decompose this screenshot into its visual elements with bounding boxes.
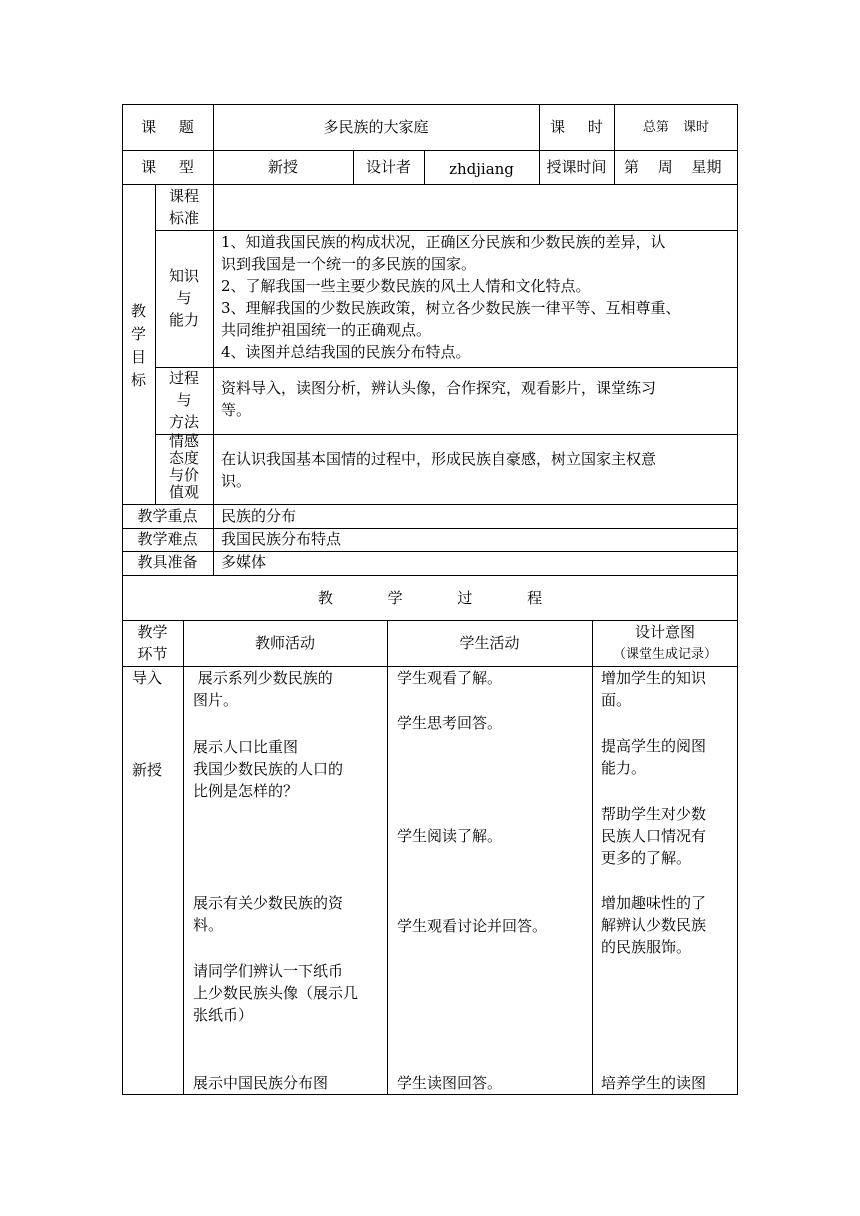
row-divider: [155, 434, 738, 435]
row-divider: [122, 528, 738, 529]
process-line: 等。: [221, 401, 252, 419]
row-divider: [122, 150, 738, 151]
teacher-line: 展示有关少数民族的资: [193, 894, 344, 912]
emotion-label: 值观: [168, 483, 199, 501]
time-value: 第 周 星期: [624, 158, 722, 176]
student-header: 学生活动: [459, 634, 520, 652]
intent-line: 更多的了解。: [601, 849, 692, 867]
teacher-line: 展示系列少数民族的: [193, 669, 333, 687]
tools-label: 教具准备: [137, 553, 198, 571]
standard-label: 标准: [168, 209, 199, 227]
process-line: 资料导入，读图分析，辨认头像，合作探究，观看影片，课堂练习: [221, 379, 657, 397]
intent-line: 能力。: [601, 759, 647, 777]
col-divider: [183, 620, 184, 1095]
intent-line: 帮助学生对少数: [601, 805, 707, 823]
student-line: 学生阅读了解。: [397, 827, 503, 845]
col-divider: [614, 104, 615, 184]
teacher-line: 比例是怎样的？: [193, 782, 299, 800]
designer-label: 设计者: [365, 158, 411, 176]
student-line: 学生思考回答。: [397, 714, 503, 732]
student-line: 学生观看了解。: [397, 669, 503, 687]
emotion-label: 情感: [168, 432, 199, 450]
knowledge-line: 3、理解我国的少数民族政策，树立各少数民族一律平等、互相尊重、: [221, 299, 681, 317]
knowledge-line: 1、知道我国民族的构成状况，正确区分民族和少数民族的差异，认: [221, 233, 666, 251]
teacher-line: 张纸币）: [193, 1006, 254, 1024]
difficulty-label: 教学难点: [137, 530, 198, 548]
process-label: 方法: [168, 413, 199, 431]
type-label: 课 型: [141, 158, 194, 176]
intent-line: 增加趣味性的了: [601, 894, 707, 912]
teacher-line: 图片。: [193, 691, 239, 709]
objectives-label-char: 标: [130, 371, 146, 389]
row-divider: [122, 504, 738, 505]
col-divider: [387, 620, 388, 1095]
col-divider: [592, 620, 593, 1095]
objectives-label-char: 学: [130, 325, 146, 343]
stage-header: 环节: [137, 645, 168, 663]
col-divider: [213, 504, 214, 575]
teacher-header: 教师活动: [254, 634, 315, 652]
stage-header: 教学: [137, 623, 168, 641]
difficulty-value: 我国民族分布特点: [221, 530, 342, 548]
intent-line: 培养学生的读图: [601, 1074, 707, 1092]
time-label: 授课时间: [546, 158, 607, 176]
row-divider: [122, 551, 738, 552]
student-line: 学生读图回答。: [397, 1074, 503, 1092]
knowledge-line: 2、了解我国一些主要少数民族的风土人情和文化特点。: [221, 277, 591, 295]
emotion-label: 与价: [168, 466, 199, 484]
row-divider: [155, 367, 738, 368]
col-divider: [213, 184, 214, 504]
knowledge-label: 与: [176, 289, 192, 307]
designer-value: zhdjiang: [449, 160, 514, 178]
knowledge-line: 共同维护祖国统一的正确观点。: [221, 321, 432, 339]
objectives-label-char: 目: [130, 348, 146, 366]
teacher-line: 展示中国民族分布图: [193, 1074, 329, 1092]
period-value: 总第 课时: [642, 120, 710, 135]
teacher-line: 请同学们辨认一下纸币: [193, 962, 344, 980]
knowledge-label: 知识: [168, 267, 199, 285]
emotion-label: 态度: [168, 449, 199, 467]
knowledge-line: 识到我国是一个统一的多民族的国家。: [221, 255, 477, 273]
teacher-line: 料。: [193, 916, 224, 934]
teacher-line: 我国少数民族的人口的: [193, 760, 344, 778]
intent-header-sub: （课堂生成记录）: [612, 647, 717, 662]
row-divider: [155, 230, 738, 231]
focus-label: 教学重点: [137, 507, 198, 525]
process-label: 过程: [168, 369, 199, 387]
process-label: 与: [176, 391, 192, 409]
intent-line: 解辨认少数民族: [601, 916, 707, 934]
emotion-line: 识。: [221, 472, 252, 490]
emotion-line: 在认识我国基本国情的过程中，形成民族自豪感，树立国家主权意: [221, 450, 657, 468]
intent-line: 民族人口情况有: [601, 827, 707, 845]
knowledge-line: 4、读图并总结我国的民族分布特点。: [221, 343, 471, 361]
row-divider: [122, 575, 738, 576]
tools-value: 多媒体: [221, 553, 267, 571]
intent-header: 设计意图: [634, 623, 695, 641]
standard-label: 课程: [168, 187, 199, 205]
process-title: 教 学 过 程: [317, 589, 543, 607]
topic-label: 课 题: [141, 118, 194, 136]
type-value: 新授: [267, 158, 298, 176]
row-divider: [122, 666, 738, 667]
topic-value: 多民族的大家庭: [323, 118, 429, 136]
focus-value: 民族的分布: [221, 507, 297, 525]
stage-cell: 导入: [132, 669, 163, 687]
teacher-line: 上少数民族头像（展示几: [193, 984, 359, 1002]
row-divider: [122, 620, 738, 621]
intent-line: 面。: [601, 691, 632, 709]
stage-cell: 新授: [132, 761, 163, 779]
intent-line: 提高学生的阅图: [601, 737, 707, 755]
period-label: 课 时: [550, 118, 603, 136]
intent-line: 的民族服饰。: [601, 938, 692, 956]
teacher-line: 展示人口比重图: [193, 738, 299, 756]
knowledge-label: 能力: [168, 311, 199, 329]
intent-line: 增加学生的知识: [601, 669, 707, 687]
objectives-label-char: 教: [130, 302, 146, 320]
row-divider: [122, 184, 738, 185]
student-line: 学生观看讨论并回答。: [397, 917, 548, 935]
